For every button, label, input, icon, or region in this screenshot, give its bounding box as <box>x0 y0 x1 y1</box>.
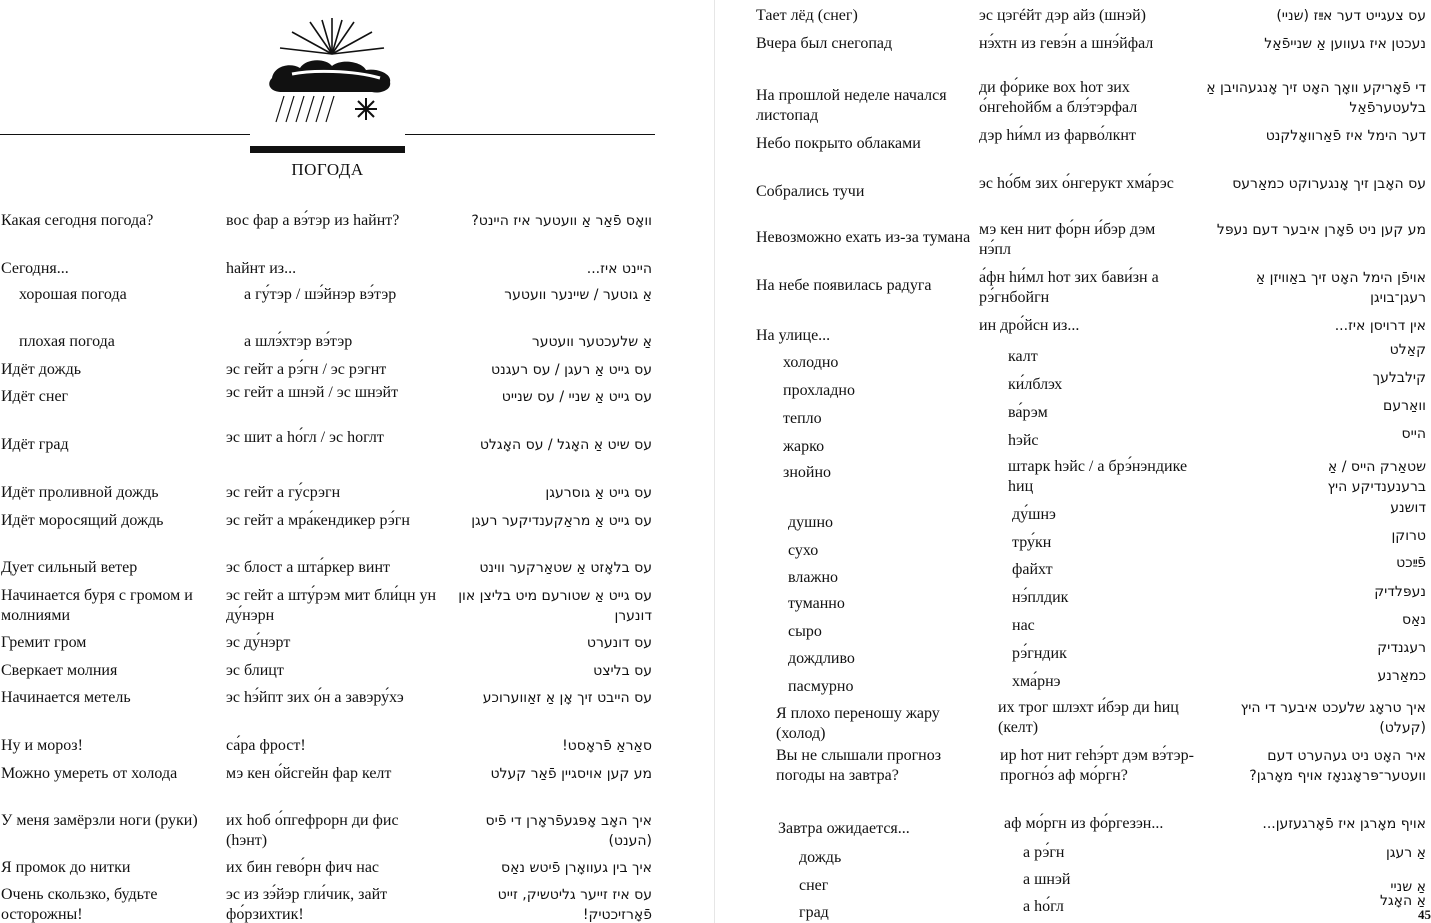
russian-phrase: пасмурно <box>788 678 854 695</box>
yiddish-phrase: עס איז זייער גליטשיק, זייט פֿאָרזיכטיק! <box>497 887 652 923</box>
russian-phrase: Я плохо переношу жару (холод) <box>776 705 940 742</box>
transliteration: штарк hэйс / а брэ́нэндике hиц <box>1008 458 1188 495</box>
transliteration: эс гейт а рэ́гн / эс рэгнт <box>226 361 387 378</box>
yiddish-phrase: וואַרעם <box>1383 398 1426 414</box>
yiddish-phrase: עס בליצט <box>593 663 652 679</box>
transliteration: а hо́гл <box>1023 898 1064 915</box>
yiddish-phrase: עס גייט אַ שטורעם מיט בליצן און דונערן <box>458 588 652 624</box>
russian-phrase: Вчера был снегопад <box>756 35 893 52</box>
transliteration: ва́рэм <box>1008 404 1048 421</box>
yiddish-phrase: איר האָט ניט געהערט דעם וועטער־פּראָגנאָז אויף מאָרגן? <box>1249 748 1426 784</box>
yiddish-phrase: מע קען ניט פֿאָרן איבער דעם נעפּל <box>1216 222 1426 238</box>
transliteration: hэйс <box>1008 432 1039 449</box>
yiddish-phrase: נעפּלדיק <box>1374 584 1426 600</box>
russian-phrase: холодно <box>783 354 839 371</box>
russian-phrase: Можно умереть от холода <box>1 765 178 782</box>
yiddish-phrase: אַ שלעכטער וועטער <box>531 334 652 350</box>
yiddish-phrase: אויף מאָרגן איז פֿאָרגעזען... <box>1262 816 1426 832</box>
right-page <box>716 0 1431 923</box>
transliteration: ин дро́йсн из... <box>979 317 1080 334</box>
russian-phrase: Вы не слышали прогноз погоды на завтра? <box>776 747 942 784</box>
transliteration: ки́лблэх <box>1008 376 1063 393</box>
yiddish-phrase: רעגנדיק <box>1377 640 1426 656</box>
transliteration: эс гейт а мра́кендикер рэ́гн <box>226 512 410 529</box>
yiddish-phrase: טרוקן <box>1391 528 1426 544</box>
transliteration: дэр hи́мл из фарво́лкнт <box>979 127 1136 144</box>
transliteration: нэ́плдик <box>1012 589 1069 606</box>
transliteration: их hоб о́пгефрорн ди фис (hэнт) <box>226 812 399 849</box>
transliteration: хма́рнэ <box>1012 673 1061 690</box>
section-title: ПОГОДА <box>291 160 364 179</box>
russian-phrase: град <box>799 904 829 921</box>
russian-phrase: жарко <box>783 438 825 455</box>
transliteration: их трог шлэхт и́бэр ди hиц (келт) <box>998 699 1179 736</box>
yiddish-phrase: עס שיט אַ האָגל / עס האָגלט <box>479 437 652 453</box>
russian-phrase: Сверкает молния <box>1 662 118 679</box>
russian-phrase: прохладно <box>783 382 855 399</box>
transliteration: эс ду́нэрт <box>226 634 291 651</box>
transliteration: а́фн hи́мл hот зих бави́зн а рэ́гнбойгн <box>979 269 1159 306</box>
russian-phrase: Очень скользко, будьте осторожны! <box>1 886 158 923</box>
russian-phrase: плохая погода <box>19 333 115 350</box>
yiddish-phrase: עס צעגייט דער אײַז (שניי) <box>1276 8 1426 24</box>
yiddish-phrase: וואָס פֿאַר אַ וועטער איז היינט? <box>471 213 652 229</box>
transliteration: эс блост а шта́ркер винт <box>226 559 391 576</box>
yiddish-phrase: עס גייט אַ מראַקענדיקער רעגן <box>471 513 652 529</box>
weather-illustration-icon <box>262 14 402 126</box>
yiddish-phrase: פֿײַכט <box>1396 555 1426 571</box>
transliteration: эс из зэ́йэр гли́чик, зайт фо́рзихтик! <box>226 886 388 923</box>
transliteration: эс гейт а шту́рэм мит бли́цн ун ду́нэрн <box>226 587 437 624</box>
russian-phrase: снег <box>799 877 829 894</box>
page-number: 45 <box>1418 907 1431 922</box>
yiddish-phrase: שטאַרק הייס / אַ ברענענדיקע היץ <box>1327 459 1426 495</box>
title-bar <box>250 146 405 153</box>
russian-phrase: Начинается буря с громом и молниями <box>1 587 193 624</box>
page-gutter <box>714 0 715 923</box>
russian-phrase: Идёт проливной дождь <box>1 484 159 501</box>
yiddish-phrase: עס גייט אַ גוסרעגן <box>545 485 652 501</box>
russian-phrase: Я промок до нитки <box>1 859 131 876</box>
yiddish-phrase: איך האָב אָפּגעפֿראָרן די פֿיס (הענט) <box>485 813 652 849</box>
russian-phrase: хорошая погода <box>19 286 127 303</box>
yiddish-phrase: היינט איז... <box>586 261 652 277</box>
transliteration: эс блицт <box>226 662 284 679</box>
yiddish-phrase: דער הימל איז פֿאַרוואָלקנט <box>1265 128 1426 144</box>
left-page <box>0 0 715 923</box>
yiddish-phrase: עס דונערט <box>586 635 652 651</box>
transliteration: рэ́гндик <box>1012 645 1067 662</box>
russian-phrase: дождь <box>799 849 842 866</box>
russian-phrase: Небо покрыто облаками <box>756 135 921 152</box>
transliteration: hайнт из... <box>226 260 297 277</box>
yiddish-phrase: אַ האָגל <box>1379 893 1426 909</box>
transliteration: а рэ́гн <box>1023 844 1065 861</box>
transliteration: файхт <box>1012 561 1053 578</box>
title-rule-left <box>0 134 250 135</box>
yiddish-phrase: קאַלט <box>1389 342 1426 358</box>
transliteration: вос фар а вэ́тэр из hайнт? <box>226 212 400 229</box>
transliteration: аф мо́ргн из фо́ргезэн... <box>1004 815 1164 832</box>
transliteration: ир hот нит геhэ́рт дэм вэ́тэр-прогно́з аф мо́ргн? <box>1000 747 1194 784</box>
transliteration: а шнэй <box>1023 871 1071 888</box>
transliteration: эс шит а hо́гл / эс hоглт <box>226 429 384 446</box>
yiddish-phrase: אויפֿן הימל האָט זיך באַוויזן אַ רעגן־בויגן <box>1255 270 1426 306</box>
transliteration: мэ кен о́йсгейн фар келт <box>226 765 392 782</box>
yiddish-phrase: כמאַרנע <box>1377 668 1426 684</box>
yiddish-phrase: אין דרויסן איז... <box>1334 318 1426 334</box>
russian-phrase: Начинается метель <box>1 689 131 706</box>
russian-phrase: сухо <box>788 542 819 559</box>
yiddish-phrase: עס האָבן זיך אָנגערוקט כמאַרעס <box>1232 176 1426 192</box>
russian-phrase: Завтра ожидается... <box>778 820 910 837</box>
russian-phrase: Невозможно ехать из-за тумана <box>756 229 971 246</box>
yiddish-phrase: עס הייבט זיך אָן אַ זאַווערוכע <box>482 690 652 706</box>
yiddish-phrase: נאַס <box>1401 612 1426 628</box>
transliteration: са́ра фрост! <box>226 737 306 754</box>
yiddish-phrase: אַ שניי <box>1390 879 1426 895</box>
russian-phrase: дождливо <box>788 650 855 667</box>
russian-phrase: Гремит гром <box>1 634 87 651</box>
transliteration: нас <box>1012 617 1035 634</box>
yiddish-phrase: סאַראַ פֿראָסט! <box>562 738 652 754</box>
transliteration: калт <box>1008 348 1038 365</box>
transliteration: а шлэ́хтэр вэ́тэр <box>244 333 353 350</box>
yiddish-phrase: נעכטן איז געווען אַ שנייפֿאַל <box>1264 36 1426 52</box>
transliteration: а гу́тэр / шэ́йнэр вэ́тэр <box>244 286 397 303</box>
yiddish-phrase: קילבלעך <box>1372 370 1426 386</box>
russian-phrase: У меня замёрзли ноги (руки) <box>1 812 198 829</box>
russian-phrase: влажно <box>788 569 839 586</box>
russian-phrase: Дует сильный ветер <box>1 559 138 576</box>
transliteration: ду́шнэ <box>1012 506 1056 523</box>
russian-phrase: На небе появилась радуга <box>756 277 932 294</box>
russian-phrase: Собрались тучи <box>756 183 865 200</box>
russian-phrase: На прошлой неделе начался листопад <box>756 87 947 124</box>
yiddish-phrase: עס בלאָזט אַ שטאַרקער ווינט <box>479 560 652 576</box>
russian-phrase: Сегодня... <box>1 260 69 277</box>
transliteration: эс гейт а гу́срэгн <box>226 484 341 501</box>
russian-phrase: Идёт моросящий дождь <box>1 512 164 529</box>
russian-phrase: Какая сегодня погода? <box>1 212 154 229</box>
yiddish-phrase: הייס <box>1401 426 1426 442</box>
russian-phrase: Идёт дождь <box>1 361 82 378</box>
russian-phrase: туманно <box>788 595 845 612</box>
yiddish-phrase: אַ רעגן <box>1385 845 1426 861</box>
transliteration: мэ кен нит фо́рн и́бэр дэм нэ́пл <box>979 221 1156 258</box>
yiddish-phrase: מע קען אויסגיין פֿאַר קעלט <box>490 766 652 782</box>
yiddish-phrase: די פֿאָריקע וואָך האָט זיך אָנגעהויבן אַ בלעטערפֿאַל <box>1206 80 1426 116</box>
yiddish-phrase: עס גייט אַ רעגן / עס רעגנט <box>491 362 652 378</box>
transliteration: эс цэгéйт дэр айз (шнэй) <box>979 7 1146 24</box>
russian-phrase: Тает лёд (снег) <box>756 7 858 24</box>
yiddish-phrase: דושנע <box>1390 500 1426 516</box>
yiddish-phrase: עס גייט אַ שניי / עס שנייט <box>501 389 652 405</box>
transliteration: эс hэ́йпт зих о́н а завэру́хэ <box>226 689 404 706</box>
yiddish-phrase: אַ גוטער / שיינער וועטער <box>504 287 652 303</box>
russian-phrase: Идёт град <box>1 436 69 453</box>
transliteration: тру́кн <box>1012 534 1052 551</box>
title-rule-right <box>405 134 655 135</box>
russian-phrase: Идёт снег <box>1 388 69 405</box>
russian-phrase: душно <box>788 514 834 531</box>
transliteration: их бин гево́рн фич нас <box>226 859 380 876</box>
russian-phrase: тепло <box>783 410 822 427</box>
russian-phrase: знойно <box>783 464 832 481</box>
transliteration: ди фо́рике вох hот зих о́нгеhойбм а блэ́тэрфал <box>979 79 1138 116</box>
transliteration: эс hо́бм зих о́нгерукт хма́рэс <box>979 175 1174 192</box>
russian-phrase: сыро <box>788 623 822 640</box>
transliteration: эс гейт а шнэй / эс шнэйт <box>226 384 399 401</box>
russian-phrase: Ну и мороз! <box>1 737 83 754</box>
russian-phrase: На улице... <box>756 327 831 344</box>
yiddish-phrase: איך טראָג שלעכט איבער די היץ (קעלט) <box>1240 700 1426 736</box>
transliteration: нэ́хтн из гевэ́н а шнэ́йфал <box>979 35 1154 52</box>
yiddish-phrase: איך בין געוואָרן פֿיטש נאַס <box>500 860 652 876</box>
